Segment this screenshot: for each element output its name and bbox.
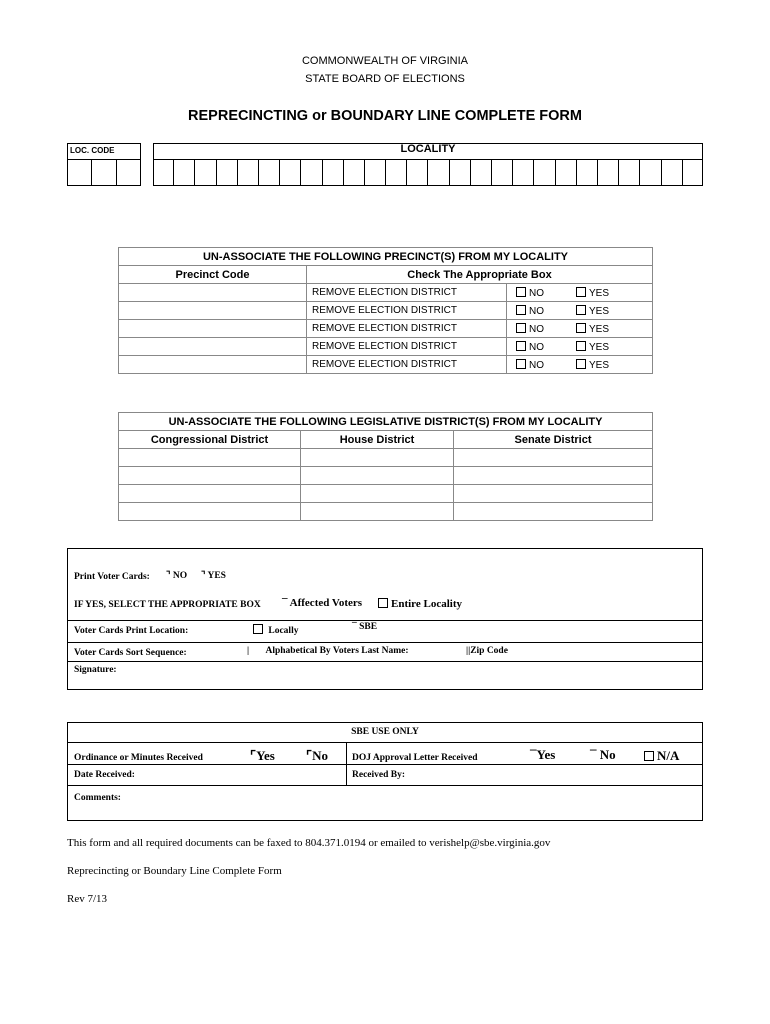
- doj-no-option[interactable]: [590, 747, 616, 763]
- voter-cards-box: [67, 548, 703, 690]
- no-option[interactable]: [516, 360, 544, 371]
- yes-no-cell: [507, 356, 653, 374]
- doj-yes-option[interactable]: [530, 747, 555, 763]
- no-option[interactable]: [516, 324, 544, 335]
- checkbox-icon: [516, 305, 526, 315]
- yes-option[interactable]: [576, 342, 609, 353]
- checkbox-icon: [516, 323, 526, 333]
- sort-sequence-label: Voter Cards Sort Sequence:: [74, 648, 187, 658]
- precinct-table: [118, 247, 653, 374]
- print-location-label: Voter Cards Print Location:: [74, 626, 189, 636]
- sbe-heading: SBE USE ONLY: [351, 727, 419, 737]
- table-row[interactable]: [119, 356, 653, 374]
- yes-option[interactable]: [576, 306, 609, 317]
- yes-option[interactable]: [576, 360, 609, 371]
- col-congressional: Congressional District: [119, 431, 301, 449]
- yes-option[interactable]: [576, 324, 609, 335]
- alpha-option[interactable]: [247, 646, 409, 656]
- ordinance-yes-option[interactable]: [250, 748, 275, 764]
- no-label: NO: [529, 359, 544, 371]
- affected-voters-option[interactable]: [282, 597, 362, 609]
- locality-label: LOCALITY: [400, 143, 456, 155]
- checkbox-icon: [644, 751, 654, 761]
- precinct-code-cell[interactable]: [119, 284, 307, 302]
- col-senate: Senate District: [454, 431, 653, 449]
- remove-district-label: REMOVE ELECTION DISTRICT: [307, 302, 507, 320]
- yes-label: YES: [589, 359, 610, 371]
- precinct-code-cell[interactable]: [119, 302, 307, 320]
- precinct-code-cell[interactable]: [119, 320, 307, 338]
- ordinance-no-option[interactable]: [306, 748, 328, 764]
- table-row[interactable]: [119, 467, 653, 485]
- checkbox-icon: [576, 287, 586, 297]
- no-label: NO: [529, 305, 544, 317]
- locally-label: Locally: [268, 626, 299, 636]
- alpha-label: Alphabetical By Voters Last Name:: [265, 646, 409, 656]
- received-by-label: Received By:: [352, 770, 406, 780]
- table-row[interactable]: [119, 503, 653, 521]
- no-option[interactable]: [516, 342, 544, 353]
- checkbox-icon: [516, 359, 526, 369]
- checkbox-icon: ⌜: [306, 748, 313, 763]
- checkbox-icon: [576, 341, 586, 351]
- loc-code-cells[interactable]: [67, 159, 141, 186]
- checkbox-icon: ⌝: [201, 571, 206, 581]
- doj-no-label: No: [599, 747, 616, 762]
- na-label: N/A: [657, 748, 680, 763]
- affected-voters-label: Affected Voters: [289, 597, 363, 609]
- checkbox-icon: [378, 598, 388, 608]
- ordinance-yes-label: Yes: [256, 748, 275, 763]
- checkbox-icon: ⌝: [166, 571, 171, 581]
- locally-option[interactable]: [253, 624, 298, 636]
- print-yes-label: YES: [207, 571, 226, 581]
- form-name: Reprecincting or Boundary Line Complete Form: [67, 865, 282, 877]
- yes-label: YES: [589, 341, 610, 353]
- no-label: NO: [529, 341, 544, 353]
- remove-district-label: REMOVE ELECTION DISTRICT: [307, 320, 507, 338]
- table-row[interactable]: [119, 320, 653, 338]
- checkbox-icon: ⌜: [250, 748, 257, 763]
- comments-label: Comments:: [74, 793, 121, 803]
- yes-no-cell: [507, 338, 653, 356]
- form-title: REPRECINCTING or BOUNDARY LINE COMPLETE FORM: [188, 108, 582, 124]
- fax-note: This form and all required documents can be faxed to 804.371.0194 or emailed to verishelp@sbe.virginia.gov: [67, 837, 551, 849]
- no-label: NO: [529, 323, 544, 335]
- checkbox-icon: [576, 323, 586, 333]
- revision: Rev 7/13: [67, 893, 108, 905]
- yes-no-cell: [507, 302, 653, 320]
- yes-no-cell: [507, 320, 653, 338]
- district-heading: UN-ASSOCIATE THE FOLLOWING LEGISLATIVE DISTRICT(S) FROM MY LOCALITY: [119, 413, 653, 431]
- checkbox-icon: ¯: [282, 597, 288, 609]
- checkbox-icon: ¯: [530, 747, 537, 762]
- precinct-code-cell[interactable]: [119, 356, 307, 374]
- header-line-1: COMMONWEALTH OF VIRGINIA: [301, 55, 469, 67]
- table-row[interactable]: [119, 338, 653, 356]
- precinct-code-cell[interactable]: [119, 338, 307, 356]
- col-check-box: Check The Appropriate Box: [307, 266, 653, 284]
- checkbox-icon: [253, 624, 263, 634]
- header-line-2: STATE BOARD OF ELECTIONS: [305, 73, 465, 85]
- print-voter-cards-label: Print Voter Cards:: [74, 572, 150, 582]
- yes-label: YES: [589, 323, 610, 335]
- if-yes-label: IF YES, SELECT THE APPROPRIATE BOX: [74, 600, 261, 610]
- sbe-option[interactable]: [352, 622, 377, 632]
- signature-label: Signature:: [74, 665, 117, 675]
- remove-district-label: REMOVE ELECTION DISTRICT: [307, 338, 507, 356]
- district-table: [118, 412, 653, 521]
- yes-no-cell: [507, 284, 653, 302]
- checkbox-icon: [576, 305, 586, 315]
- table-row[interactable]: [119, 284, 653, 302]
- print-no-label: NO: [172, 571, 188, 581]
- checkbox-icon: |: [247, 646, 250, 656]
- print-yes-option[interactable]: [201, 570, 226, 581]
- sbe-label: SBE: [359, 622, 378, 632]
- checkbox-icon: [576, 359, 586, 369]
- ordinance-label: Ordinance or Minutes Received: [74, 753, 203, 763]
- col-precinct-code: Precinct Code: [119, 266, 307, 284]
- col-house: House District: [301, 431, 454, 449]
- checkbox-icon: ¯: [590, 747, 597, 762]
- yes-label: YES: [589, 305, 610, 317]
- checkbox-icon: [516, 287, 526, 297]
- remove-district-label: REMOVE ELECTION DISTRICT: [307, 356, 507, 374]
- no-label: NO: [529, 287, 544, 299]
- precinct-heading: UN-ASSOCIATE THE FOLLOWING PRECINCT(S) FROM MY LOCALITY: [119, 248, 653, 266]
- table-row[interactable]: [119, 449, 653, 467]
- yes-option[interactable]: [576, 288, 609, 299]
- table-row[interactable]: [119, 485, 653, 503]
- entire-locality-option[interactable]: [378, 598, 462, 610]
- print-no-option[interactable]: [166, 570, 187, 581]
- remove-district-label: REMOVE ELECTION DISTRICT: [307, 284, 507, 302]
- table-row[interactable]: [119, 302, 653, 320]
- zip-code-label: Zip Code: [470, 646, 508, 656]
- date-received-label: Date Received:: [74, 770, 135, 780]
- yes-label: YES: [589, 287, 610, 299]
- doj-yes-label: Yes: [536, 747, 556, 762]
- loc-code-label: LOC. CODE: [70, 146, 115, 155]
- na-option[interactable]: [644, 748, 679, 764]
- zip-code-option[interactable]: [466, 646, 508, 656]
- no-option[interactable]: [516, 306, 544, 317]
- locality-cells[interactable]: [153, 159, 703, 186]
- checkbox-icon: ||: [466, 646, 471, 656]
- no-option[interactable]: [516, 288, 544, 299]
- ordinance-no-label: No: [312, 748, 328, 763]
- entire-locality-label: Entire Locality: [391, 598, 462, 610]
- checkbox-icon: ¯: [352, 622, 357, 632]
- doj-label: DOJ Approval Letter Received: [352, 753, 478, 763]
- checkbox-icon: [516, 341, 526, 351]
